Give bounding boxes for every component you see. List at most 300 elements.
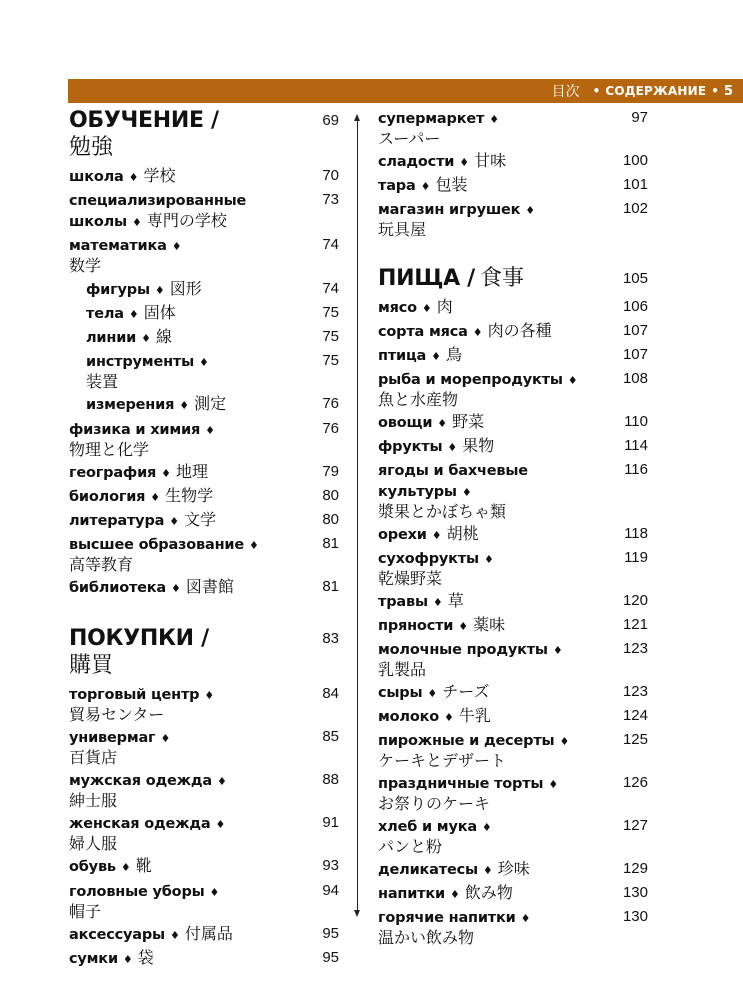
bullet-diamond-icon: ♦ — [204, 688, 215, 702]
toc-entry[interactable] — [378, 199, 648, 239]
toc-entry-page: 75 — [322, 303, 339, 321]
toc-entry-label — [378, 460, 618, 521]
toc-entry-page: 107 — [622, 346, 648, 363]
header-ru-title: СОДЕРЖАНИЕ — [605, 84, 707, 98]
toc-entry-ru: география — [69, 464, 157, 481]
toc-entry-label — [69, 190, 309, 232]
bullet-diamond-icon: ♦ — [444, 711, 454, 724]
toc-entry[interactable] — [69, 856, 339, 877]
toc-entry-label — [69, 235, 309, 275]
toc-entry-jp: 図書館 — [185, 577, 234, 597]
toc-entry-label — [378, 151, 618, 172]
toc-entry-label — [378, 816, 618, 856]
toc-entry[interactable] — [378, 548, 648, 588]
toc-entry[interactable] — [69, 419, 339, 459]
toc-entry-label — [378, 321, 618, 342]
toc-entry-ru: фигуры — [86, 281, 150, 298]
toc-entry-page: 116 — [624, 461, 648, 478]
toc-entry-label — [69, 770, 309, 810]
toc-entry[interactable] — [378, 591, 648, 612]
toc-entry-jp: 生物学 — [165, 485, 214, 505]
bullet-diamond-icon: ♦ — [128, 171, 139, 184]
toc-entry-ru: напитки — [378, 886, 445, 902]
section-gap — [378, 242, 648, 266]
toc-entry-jp: 胡桃 — [446, 524, 479, 543]
toc-entry[interactable] — [69, 351, 339, 391]
toc-entry-jp: 食事 — [480, 266, 525, 291]
toc-entry-ru: супермаркет — [378, 111, 485, 127]
bullet-diamond-icon: ♦ — [209, 885, 220, 899]
toc-entry-jp: 高等教育 — [69, 555, 134, 575]
toc-entry-label — [378, 548, 618, 588]
toc-entry-page: 80 — [322, 486, 339, 504]
toc-entry-label — [378, 199, 618, 239]
toc-entry-ru: рыба и морепродукты — [378, 372, 563, 388]
toc-entry-page: 97 — [631, 109, 648, 126]
toc-entry-jp: 甘味 — [474, 151, 507, 170]
toc-entry-label — [378, 345, 618, 366]
toc-entry-page: 75 — [322, 352, 339, 370]
toc-entry[interactable] — [378, 175, 648, 196]
toc-entry-jp: 物理と化学 — [69, 439, 150, 459]
toc-entry[interactable] — [378, 907, 648, 947]
toc-entry[interactable] — [378, 412, 648, 433]
toc-entry-ru: сухофрукты — [378, 551, 479, 567]
toc-entry-label — [69, 108, 309, 162]
toc-entry-jp: 魚と水産物 — [378, 390, 459, 409]
bullet-diamond-icon: ♦ — [128, 307, 139, 321]
toc-entry-ru: мужская одежда — [69, 773, 212, 789]
toc-entry[interactable] — [378, 297, 648, 318]
toc-entry-label — [69, 727, 309, 767]
toc-entry-jp: 百貨店 — [69, 747, 118, 767]
toc-entry-page: 119 — [624, 549, 648, 566]
toc-entry[interactable] — [69, 727, 339, 767]
bullet-diamond-icon: ♦ — [215, 818, 226, 832]
bullet-diamond-icon: ♦ — [552, 644, 563, 657]
toc-entry-page: 80 — [322, 511, 339, 529]
bullet-diamond-icon: ♦ — [427, 687, 438, 700]
toc-entry-page: 76 — [322, 395, 339, 413]
header-jp-title: 目次 — [551, 84, 580, 100]
toc-entry-label — [69, 856, 309, 877]
bullet-diamond-icon: ♦ — [431, 350, 441, 363]
toc-entry-page: 88 — [322, 771, 339, 788]
bullet-diamond-icon: ♦ — [169, 515, 180, 529]
toc-entry-jp: 牛乳 — [458, 706, 491, 725]
toc-entry-jp: 草 — [447, 591, 464, 610]
toc-entry-page: 81 — [322, 535, 339, 553]
toc-section-heading[interactable] — [69, 626, 339, 680]
toc-entry-jp: 玩具屋 — [378, 220, 427, 239]
toc-entry-jp: パンと粉 — [378, 837, 443, 856]
toc-entry-label — [69, 577, 309, 598]
header-banner — [68, 79, 743, 103]
toc-entry[interactable] — [69, 577, 339, 598]
toc-entry-ru: инструменты — [86, 354, 195, 371]
toc-entry-ru: измерения — [86, 397, 175, 414]
toc-entry-ru: праздничные торты — [378, 776, 544, 792]
bullet-diamond-icon: ♦ — [154, 283, 165, 297]
toc-entry-jp: 包装 — [435, 175, 468, 194]
toc-section-heading[interactable] — [378, 266, 648, 293]
bullet-diamond-icon: ♦ — [171, 240, 182, 254]
bullet-diamond-icon: ♦ — [559, 735, 570, 748]
bullet-diamond-icon: ♦ — [205, 423, 215, 437]
toc-entry-page: 129 — [622, 860, 648, 877]
toc-entry[interactable] — [69, 813, 339, 853]
toc-section-heading[interactable] — [69, 108, 339, 162]
toc-entry-jp: 温かい飲み物 — [378, 928, 475, 947]
toc-entry-jp: 乳製品 — [378, 660, 427, 679]
toc-entry[interactable] — [378, 706, 648, 727]
toc-entry-label — [378, 524, 618, 545]
toc-entry-jp: 珍味 — [497, 859, 530, 878]
toc-entry-label — [378, 730, 618, 770]
toc-entry-page: 81 — [322, 578, 339, 596]
toc-entry-jp: チーズ — [442, 682, 490, 701]
toc-entry[interactable] — [378, 615, 648, 636]
toc-entry-ru: горячие напитки — [378, 910, 516, 926]
toc-entry-ru: хлеб и мука — [378, 819, 477, 835]
toc-entry-page: 70 — [322, 167, 339, 184]
toc-entry-ru: биология — [69, 488, 146, 505]
bullet-diamond-icon: ♦ — [171, 582, 181, 596]
toc-entry-jp: 薬味 — [473, 615, 506, 634]
toc-entry-label — [69, 462, 309, 483]
toc-entry-label — [69, 510, 309, 531]
toc-entry-label — [69, 684, 309, 724]
toc-entry-ru: тела — [86, 305, 124, 322]
toc-entry-ru: сыры — [378, 685, 423, 701]
toc-entry[interactable] — [378, 859, 648, 880]
toc-entry-ru: тара — [378, 178, 416, 194]
toc-entry-label — [378, 266, 618, 293]
toc-entry[interactable] — [378, 321, 648, 342]
toc-entry-ru: линии — [86, 329, 137, 346]
toc-entry-page: 130 — [622, 908, 648, 925]
toc-entry-ru: орехи — [378, 527, 427, 543]
toc-entry-ru: универмаг — [69, 729, 156, 746]
toc-entry-ru: пряности — [378, 618, 454, 634]
toc-entry[interactable] — [69, 881, 339, 921]
toc-entry-jp: 図形 — [169, 278, 202, 298]
toc-entry-label — [69, 419, 309, 459]
toc-entry-label — [69, 166, 309, 187]
toc-entry-ru: травы — [378, 594, 428, 610]
toc-entry-page: 102 — [622, 200, 648, 217]
toc-entry-page: 127 — [622, 817, 648, 834]
bullet-diamond-icon: ♦ — [169, 928, 180, 942]
toc-left-column — [69, 108, 339, 972]
toc-entry-ru: головные уборы — [69, 883, 205, 900]
toc-entry-jp: 帽子 — [69, 901, 102, 921]
toc-entry-jp: 購買 — [69, 652, 114, 678]
toc-entry-ru: овощи — [378, 415, 433, 431]
toc-entry-jp: 袋 — [137, 947, 154, 967]
toc-entry-ru: физика и химия — [69, 421, 201, 438]
toc-entry-jp: 紳士服 — [69, 791, 118, 810]
bullet-diamond-icon: ♦ — [160, 731, 171, 745]
toc-entry-jp: 漿果とかぼちゃ類 — [378, 502, 507, 521]
toc-entry-ru: птица — [378, 348, 427, 364]
toc-entry-page: 114 — [624, 437, 648, 454]
bullet-diamond-icon: ♦ — [520, 912, 531, 925]
bullet-diamond-icon: ♦ — [150, 490, 161, 504]
toc-entry-page: 126 — [622, 774, 648, 791]
toc-entry-label — [378, 175, 618, 196]
toc-entry-page: 95 — [322, 924, 339, 942]
toc-entry[interactable] — [378, 883, 648, 904]
toc-entry-label — [69, 948, 309, 969]
toc-entry[interactable] — [378, 436, 648, 457]
bullet-diamond-icon: ♦ — [458, 620, 469, 633]
toc-entry[interactable] — [69, 486, 339, 507]
toc-entry-label — [69, 394, 309, 415]
toc-entry-page: 123 — [622, 640, 648, 657]
column-divider — [357, 118, 358, 914]
toc-entry-ru: молочные продукты — [378, 642, 548, 658]
toc-entry[interactable] — [69, 924, 339, 945]
toc-entry-page: 69 — [322, 112, 339, 129]
toc-entry-label — [378, 682, 618, 703]
toc-entry-label — [378, 591, 618, 612]
toc-right-column — [378, 108, 648, 950]
toc-entry-jp: 野菜 — [452, 412, 485, 431]
toc-entry-page: 75 — [322, 327, 339, 345]
section-gap — [69, 602, 339, 626]
toc-entry-jp: スーパー — [378, 129, 441, 148]
toc-entry-page: 84 — [322, 684, 339, 702]
bullet-diamond-icon: ♦ — [199, 356, 209, 370]
toc-entry-ru: пирожные и десерты — [378, 733, 555, 749]
toc-entry-page: 83 — [322, 629, 339, 647]
bullet-diamond-icon: ♦ — [431, 529, 442, 542]
header-page-number: 5 — [723, 83, 733, 99]
bullet-diamond-icon: ♦ — [131, 216, 142, 230]
toc-entry-jp: 付属品 — [184, 923, 233, 943]
toc-entry-page: 101 — [622, 176, 648, 193]
toc-entry-label — [69, 303, 309, 324]
toc-entry-jp: 婦人服 — [69, 834, 118, 854]
toc-entry-page: 91 — [322, 814, 339, 832]
toc-entry-page: 73 — [322, 191, 339, 209]
toc-entry-jp: 固体 — [143, 302, 176, 322]
toc-entry[interactable] — [69, 394, 339, 415]
toc-entry-ru: сумки — [69, 950, 118, 967]
toc-entry-page: 124 — [622, 707, 648, 724]
toc-entry[interactable] — [69, 235, 339, 275]
toc-entry-jp: お祭りのケーキ — [378, 794, 491, 813]
toc-entry-label — [69, 813, 309, 853]
bullet-diamond-icon: ♦ — [420, 180, 431, 193]
toc-entry-label — [69, 924, 309, 945]
toc-entry-page: 79 — [322, 462, 339, 480]
toc-entry-page: 123 — [622, 683, 648, 700]
toc-entry-ru: молоко — [378, 709, 439, 725]
toc-entry-jp: 勉強 — [69, 135, 114, 160]
toc-entry-jp: 果物 — [462, 436, 495, 455]
toc-entry-jp: 飲み物 — [464, 883, 513, 902]
toc-entry-page: 125 — [622, 731, 648, 748]
toc-entry[interactable] — [378, 151, 648, 172]
toc-entry-jp: 学校 — [143, 166, 176, 185]
toc-entry-ru: литература — [69, 513, 165, 530]
toc-entry-ru: фрукты — [378, 439, 443, 455]
bullet-diamond-icon: ♦ — [216, 775, 227, 788]
toc-entry[interactable] — [69, 279, 339, 300]
toc-entry-ru: ОБУЧЕНИЕ / — [69, 108, 219, 133]
toc-entry-label — [378, 412, 618, 433]
toc-entry[interactable] — [378, 460, 648, 521]
toc-entry[interactable] — [69, 303, 339, 324]
toc-entry-page: 118 — [624, 525, 648, 542]
toc-entry-jp: 測定 — [194, 394, 227, 414]
toc-entry[interactable] — [378, 816, 648, 856]
bullet-diamond-icon: ♦ — [472, 326, 483, 339]
toc-entry[interactable] — [69, 190, 339, 232]
bullet-diamond-icon: ♦ — [459, 156, 470, 169]
toc-entry-page: 74 — [322, 279, 339, 297]
toc-entry-ru: высшее образование — [69, 537, 245, 554]
toc-entry[interactable] — [69, 462, 339, 483]
bullet-diamond-icon: ♦ — [483, 553, 494, 566]
toc-entry[interactable] — [69, 770, 339, 810]
toc-entry-label — [378, 859, 618, 880]
toc-entry-page: 74 — [322, 236, 339, 254]
bullet-diamond-icon: ♦ — [161, 466, 172, 480]
bullet-diamond-icon: ♦ — [461, 486, 472, 499]
toc-entry-ru: ПИЩА / — [378, 266, 475, 291]
bullet-diamond-icon: ♦ — [482, 864, 493, 877]
toc-entry-jp: 線 — [156, 326, 173, 346]
toc-entry-jp: 肉 — [436, 297, 453, 316]
toc-entry[interactable] — [378, 730, 648, 770]
toc-entry-label — [69, 534, 309, 574]
bullet-diamond-icon: ♦ — [141, 331, 151, 345]
bullet-diamond-icon: ♦ — [120, 861, 131, 875]
toc-entry-ru: специализированные школы — [69, 193, 247, 231]
toc-entry-page: 76 — [322, 419, 339, 437]
toc-entry-ru: магазин игрушек — [378, 202, 521, 218]
toc-entry-page: 105 — [622, 270, 648, 287]
toc-entry-label — [378, 108, 618, 148]
toc-entry[interactable] — [69, 534, 339, 574]
toc-entry-page: 100 — [622, 152, 648, 169]
toc-entry-label — [378, 907, 618, 947]
toc-entry-label — [378, 883, 618, 904]
bullet-diamond-icon: ♦ — [432, 596, 443, 609]
toc-entry[interactable] — [69, 166, 339, 187]
toc-entry-label — [69, 486, 309, 507]
bullet-diamond-icon: ♦ — [179, 399, 190, 413]
toc-entry-ru: деликатесы — [378, 862, 478, 878]
toc-entry-page: 93 — [322, 857, 339, 875]
toc-entry-jp: 貿易センター — [69, 704, 165, 724]
toc-entry[interactable] — [69, 948, 339, 969]
toc-entry-page: 94 — [322, 881, 339, 899]
toc-entry-label — [378, 436, 618, 457]
bullet-diamond-icon: ♦ — [437, 417, 448, 430]
toc-entry-jp: 文学 — [184, 510, 217, 530]
toc-entry-ru: математика — [69, 238, 167, 255]
header-bullet-2: • — [711, 84, 719, 98]
divider-arrow-down-icon — [354, 910, 361, 917]
bullet-diamond-icon: ♦ — [481, 821, 492, 834]
toc-entry[interactable] — [378, 773, 648, 813]
toc-entry-ru: мясо — [378, 300, 417, 316]
toc-entry-page: 120 — [622, 592, 648, 609]
bullet-diamond-icon: ♦ — [249, 539, 259, 553]
toc-entry-label — [378, 369, 618, 409]
bullet-diamond-icon: ♦ — [548, 778, 559, 791]
toc-entry-jp: 鳥 — [446, 345, 463, 364]
bullet-diamond-icon: ♦ — [567, 374, 578, 387]
toc-entry-label — [378, 706, 618, 727]
toc-entry-label — [378, 297, 618, 318]
toc-entry-page: 130 — [622, 884, 648, 901]
toc-entry-label — [378, 615, 618, 636]
bullet-diamond-icon: ♦ — [525, 204, 536, 217]
toc-entry-jp: 乾燥野菜 — [378, 569, 443, 588]
toc-entry-jp: 地理 — [176, 461, 209, 481]
toc-entry-label — [378, 639, 618, 679]
bullet-diamond-icon: ♦ — [122, 952, 133, 966]
toc-entry[interactable] — [69, 684, 339, 724]
toc-entry-jp: 数学 — [69, 256, 102, 276]
toc-entry[interactable] — [69, 327, 339, 348]
toc-entry-label — [69, 626, 309, 680]
toc-entry-ru: обувь — [69, 859, 116, 876]
toc-entry-jp: ケーキとデザート — [378, 751, 507, 770]
bullet-diamond-icon: ♦ — [421, 302, 432, 315]
toc-entry-jp: 靴 — [135, 856, 152, 876]
bullet-diamond-icon: ♦ — [489, 113, 500, 126]
toc-entry[interactable] — [378, 369, 648, 409]
toc-entry-page: 108 — [622, 370, 648, 387]
toc-entry-label — [69, 881, 309, 921]
toc-entry-page: 110 — [624, 413, 648, 430]
toc-entry-page: 85 — [322, 727, 339, 745]
toc-entry-page: 121 — [622, 616, 648, 633]
toc-entry[interactable] — [69, 510, 339, 531]
toc-entry-ru: школа — [69, 169, 124, 185]
header-bullet-1: • — [592, 84, 601, 98]
toc-entry-label — [378, 773, 618, 813]
toc-entry-page: 95 — [322, 948, 339, 966]
toc-entry-label — [69, 327, 309, 348]
bullet-diamond-icon: ♦ — [450, 888, 460, 901]
toc-entry[interactable] — [378, 345, 648, 366]
toc-entry-ru: сладости — [378, 154, 455, 170]
toc-entry[interactable] — [378, 524, 648, 545]
toc-entry-ru: аксессуары — [69, 926, 165, 943]
toc-entry-jp: 専門の学校 — [146, 211, 227, 231]
toc-entry[interactable] — [378, 108, 648, 148]
toc-entry-ru: ПОКУПКИ / — [69, 625, 209, 651]
toc-entry-ru: библиотека — [69, 580, 167, 597]
toc-entry-page: 106 — [622, 298, 648, 315]
toc-entry-label — [69, 351, 309, 391]
toc-entry[interactable] — [378, 682, 648, 703]
toc-entry-ru: женская одежда — [69, 816, 211, 833]
toc-entry[interactable] — [378, 639, 648, 679]
toc-entry-jp: 装置 — [86, 372, 119, 392]
toc-entry-label — [69, 279, 309, 300]
bullet-diamond-icon: ♦ — [447, 441, 458, 454]
toc-entry-ru: ягоды и бахчевые культуры — [378, 463, 528, 500]
toc-entry-ru: сорта мяса — [378, 324, 468, 340]
